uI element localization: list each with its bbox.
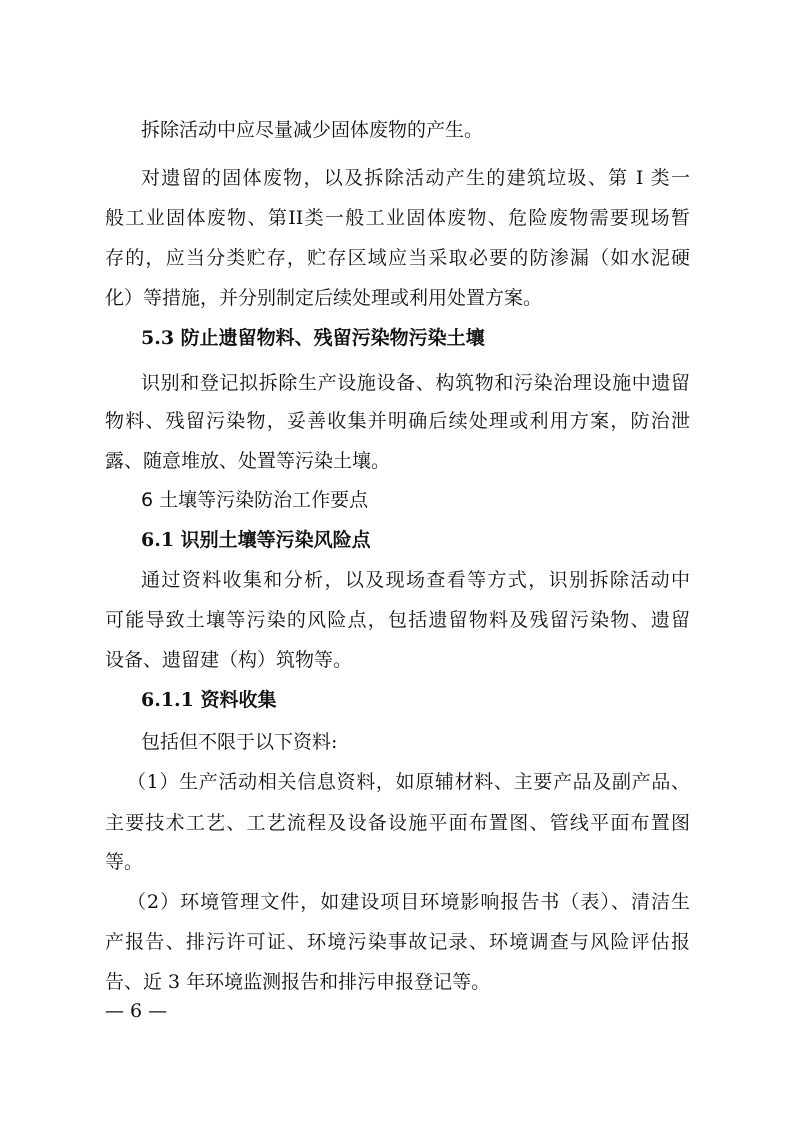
- paragraph-line: 露、随意堆放、处置等污染土壤。: [105, 450, 391, 472]
- paragraph-line: 物料、残留污染物，妥善收集并明确后续处理或利用方案，防治泄: [105, 410, 690, 432]
- section-heading-6: 6 土壤等污染防治工作要点: [141, 489, 369, 511]
- list-item-line: 等。: [105, 851, 144, 873]
- paragraph-line: 对遗留的固体废物，以及拆除活动产生的建筑垃圾、第 I 类一: [141, 167, 690, 189]
- paragraph-line: 可能导致土壤等污染的风险点，包括遗留物料及残留污染物、遗留: [105, 609, 690, 631]
- list-item-line: （2）环境管理文件，如建设项目环境影响报告书（表）、清洁生: [127, 891, 690, 913]
- page-number: — 6 —: [105, 1000, 168, 1022]
- paragraph-line: 设备、遗留建（构）筑物等。: [105, 649, 353, 671]
- paragraph-line: 存的，应当分类贮存，贮存区域应当采取必要的防渗漏（如水泥硬: [105, 247, 690, 269]
- paragraph-line: 般工业固体废物、第II类一般工业固体废物、危险废物需要现场暂: [105, 207, 690, 229]
- list-item-line: （1）生产活动相关信息资料，如原辅材料、主要产品及副产品、: [127, 771, 690, 793]
- list-item-line: 告、近 3 年环境监测报告和排污申报登记等。: [105, 971, 491, 993]
- list-item-line: 主要技术工艺、工艺流程及设备设施平面布置图、管线平面布置图: [105, 812, 690, 834]
- paragraph-line: 通过资料收集和分析，以及现场查看等方式，识别拆除活动中: [141, 569, 690, 591]
- paragraph-line: 拆除活动中应尽量减少固体废物的产生。: [141, 119, 484, 141]
- section-heading-5-3: 5.3 防止遗留物料、残留污染物污染土壤: [141, 327, 485, 349]
- paragraph-line: 化）等措施，并分别制定后续处理或利用处置方案。: [105, 287, 543, 309]
- section-heading-6-1: 6.1 识别土壤等污染风险点: [141, 529, 371, 551]
- paragraph-line: 识别和登记拟拆除生产设施设备、构筑物和污染治理设施中遗留: [141, 372, 690, 394]
- paragraph-line: 包括但不限于以下资料:: [141, 731, 338, 753]
- list-item-line: 产报告、排污许可证、环境污染事故记录、环境调查与风险评估报: [105, 931, 690, 953]
- section-heading-6-1-1: 6.1.1 资料收集: [141, 689, 277, 711]
